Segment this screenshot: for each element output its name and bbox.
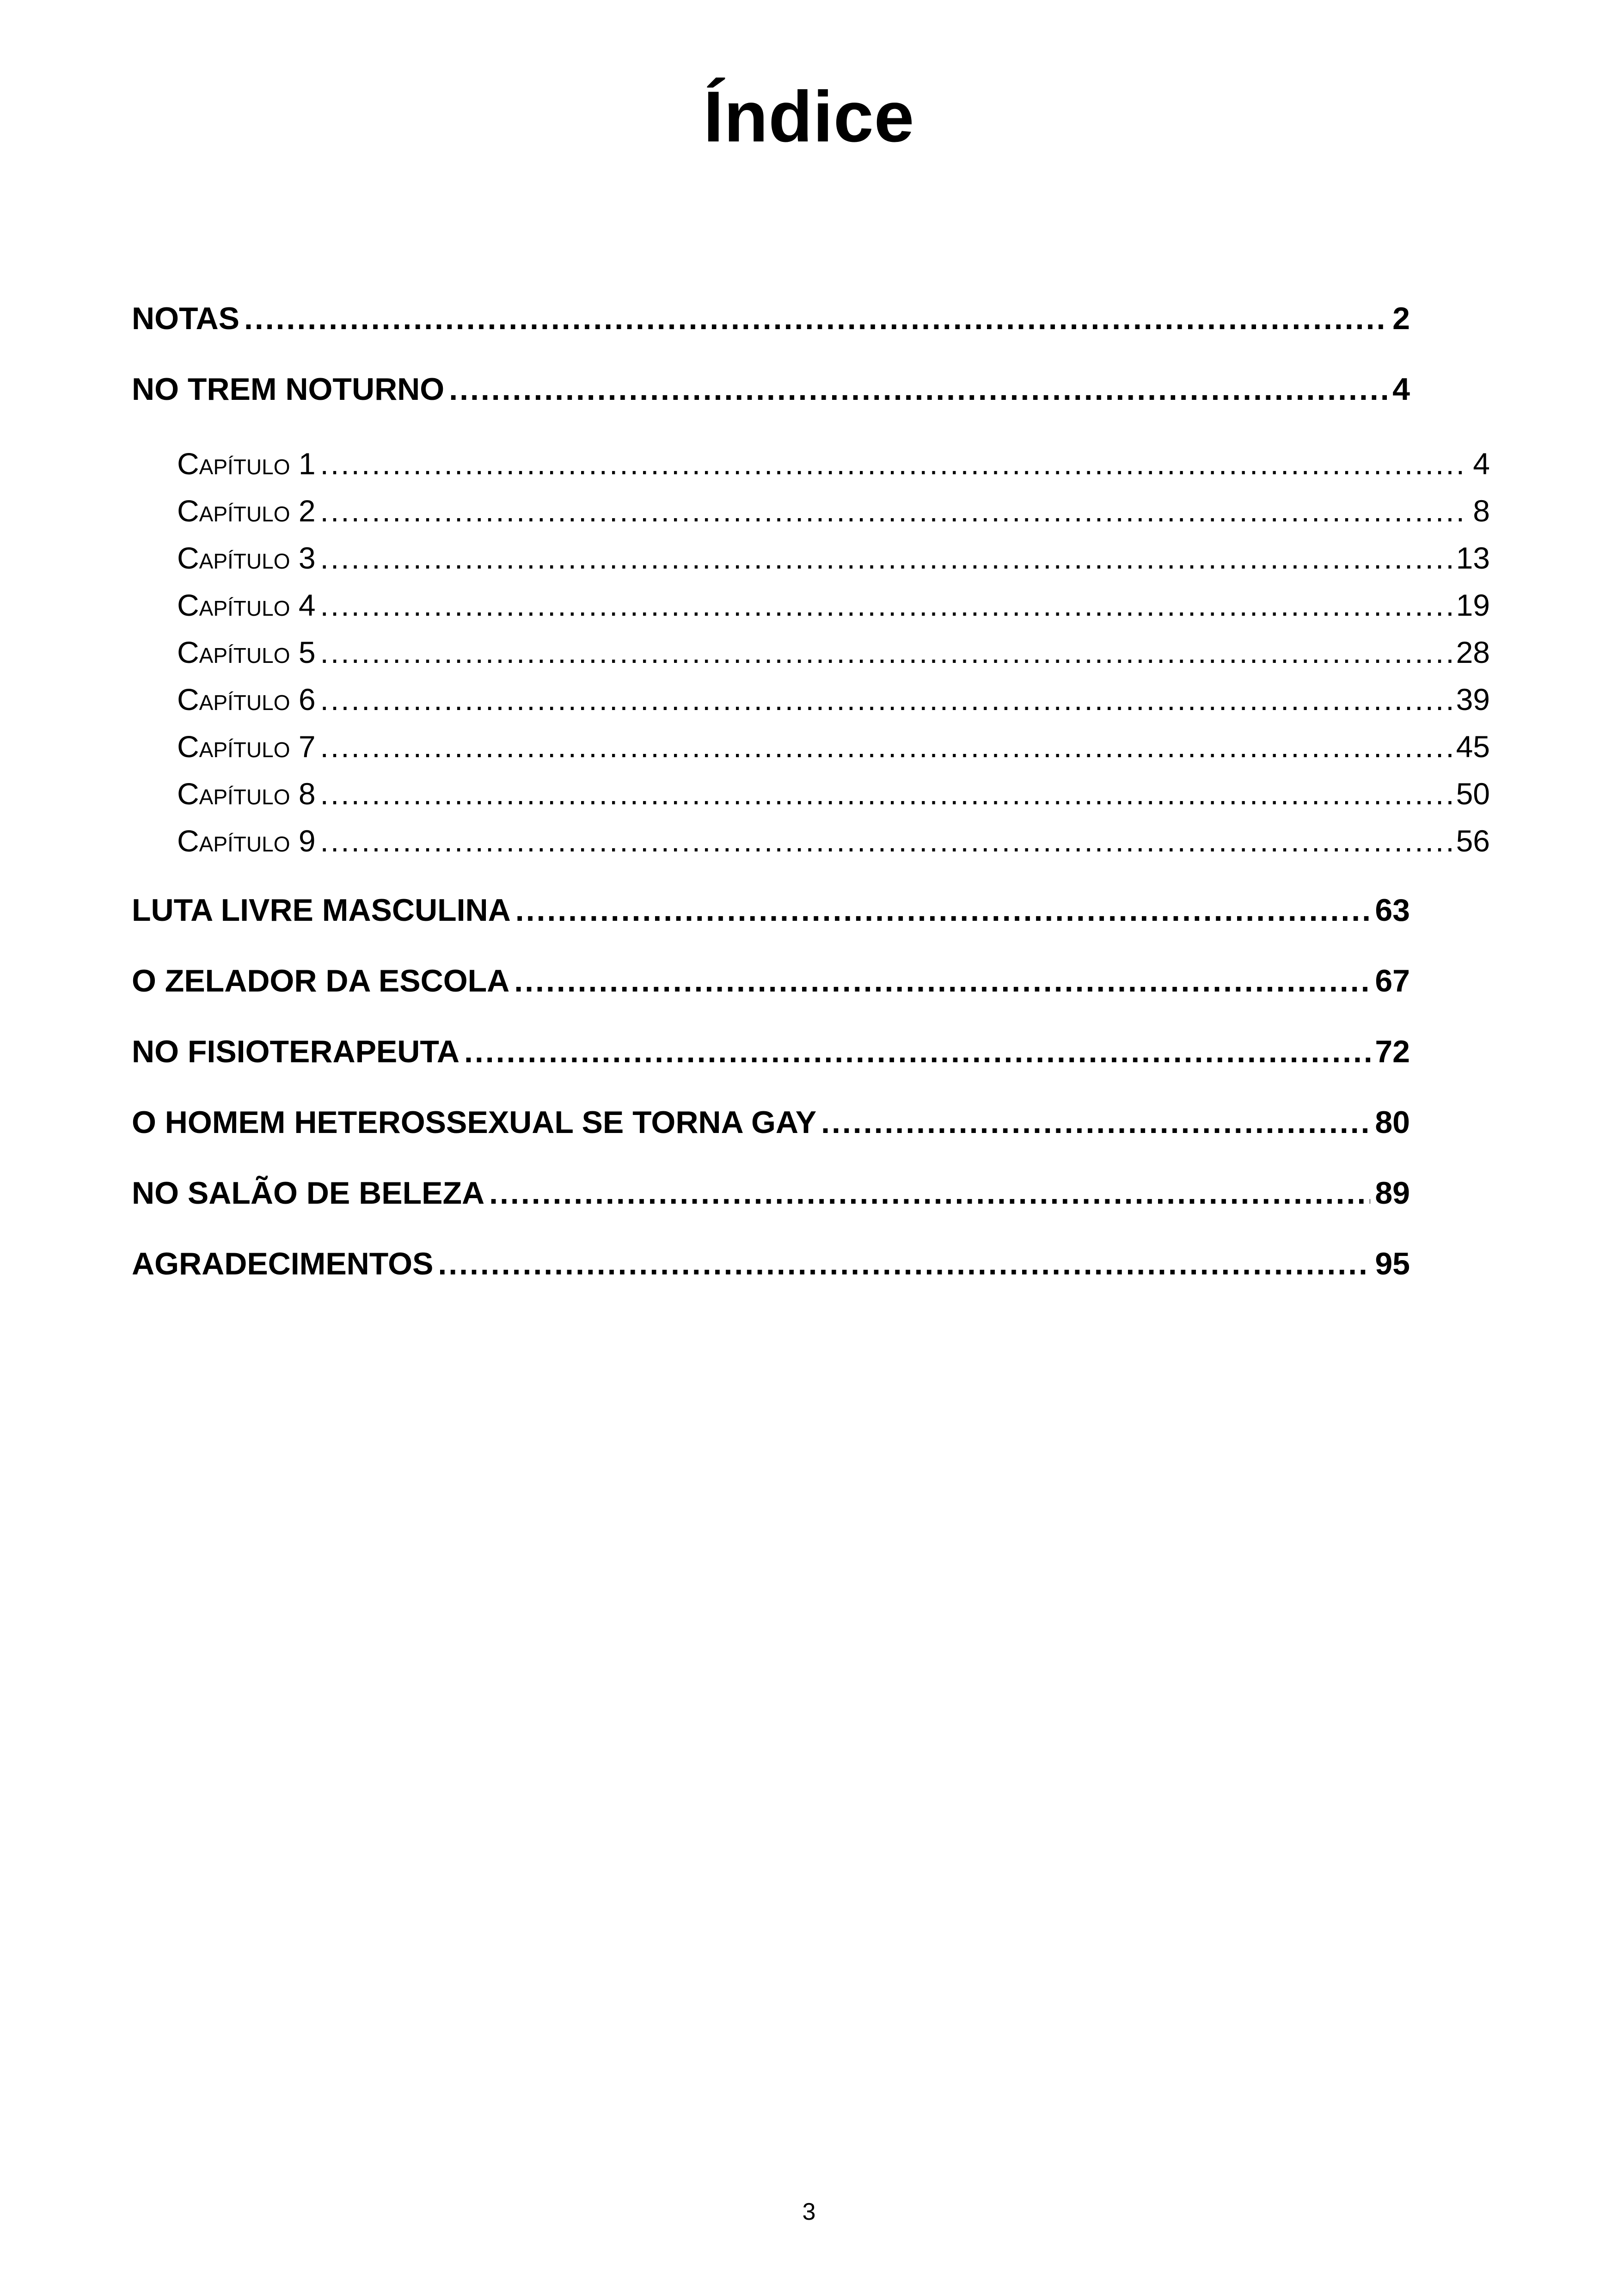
toc-entry-notas[interactable] [132, 300, 1410, 337]
dot-leader [320, 823, 1452, 858]
toc-entry-o-homem-heterossexual[interactable] [132, 1104, 1410, 1140]
toc-entry-label: Capítulo 6 [177, 682, 316, 716]
toc-entry-page: 80 [1375, 1105, 1410, 1140]
toc-entry-label: LUTA LIVRE MASCULINA [132, 893, 511, 928]
dot-leader [244, 300, 1388, 337]
dot-leader [489, 1175, 1370, 1211]
toc-entry-capitulo-7[interactable] [177, 729, 1490, 764]
dot-leader [320, 588, 1452, 623]
dot-leader [821, 1104, 1370, 1140]
toc-entry-label: Capítulo 1 [177, 447, 316, 481]
toc-entry-label: Capítulo 2 [177, 494, 316, 528]
toc-entry-page: 45 [1456, 729, 1490, 764]
toc-entry-label: Capítulo 3 [177, 541, 316, 575]
toc-entry-label: O ZELADOR DA ESCOLA [132, 963, 510, 998]
dot-leader [320, 729, 1452, 764]
dot-leader [320, 446, 1469, 481]
toc-entry-label: NO TREM NOTURNO [132, 372, 445, 407]
toc-entry-no-trem-noturno[interactable] [132, 371, 1410, 407]
toc-entry-page: 63 [1375, 893, 1410, 928]
dot-leader [320, 540, 1452, 576]
toc-entry-luta-livre-masculina[interactable] [132, 892, 1410, 928]
dot-leader [320, 493, 1469, 528]
toc-entry-label: NOTAS [132, 301, 239, 336]
toc-entry-label: Capítulo 7 [177, 729, 316, 764]
dot-leader [320, 635, 1452, 670]
toc-entry-page: 13 [1456, 541, 1490, 575]
toc-entry-capitulo-3[interactable] [177, 540, 1490, 576]
toc-entry-no-salao-de-beleza[interactable] [132, 1175, 1410, 1211]
toc-entry-capitulo-4[interactable] [177, 588, 1490, 623]
toc-entry-page: 72 [1375, 1034, 1410, 1069]
toc-entry-agradecimentos[interactable] [132, 1246, 1410, 1282]
dot-leader [515, 892, 1371, 928]
toc-entry-label: AGRADECIMENTOS [132, 1246, 434, 1281]
toc-entry-page: 95 [1375, 1246, 1410, 1281]
toc-entry-page: 28 [1456, 635, 1490, 669]
toc-entry-capitulo-1[interactable] [177, 446, 1490, 481]
toc-entry-label: NO SALÃO DE BELEZA [132, 1176, 485, 1211]
toc-entry-page: 19 [1456, 588, 1490, 622]
toc-entry-capitulo-5[interactable] [177, 635, 1490, 670]
toc-entry-label: O HOMEM HETEROSSEXUAL SE TORNA GAY [132, 1105, 817, 1140]
toc-entry-label: Capítulo 9 [177, 824, 316, 858]
page-title: Índice [703, 77, 915, 157]
toc-entry-capitulo-6[interactable] [177, 682, 1490, 717]
toc-entry-page: 8 [1473, 494, 1490, 528]
toc-entry-page: 67 [1375, 963, 1410, 998]
toc-entry-label: NO FISIOTERAPEUTA [132, 1034, 460, 1069]
dot-leader [320, 682, 1452, 717]
page-number: 3 [802, 2198, 816, 2225]
toc-entry-no-fisioterapeuta[interactable] [132, 1034, 1410, 1070]
dot-leader [464, 1034, 1370, 1070]
toc-entry-page: 56 [1456, 824, 1490, 858]
toc-entry-capitulo-8[interactable] [177, 776, 1490, 811]
toc-entry-label: Capítulo 4 [177, 588, 316, 622]
toc-entry-page: 89 [1375, 1176, 1410, 1211]
toc-entry-label: Capítulo 5 [177, 635, 316, 669]
toc-entry-capitulo-9[interactable] [177, 823, 1490, 858]
dot-leader [320, 776, 1452, 811]
toc-entry-capitulo-2[interactable] [177, 493, 1490, 528]
toc-entry-page: 4 [1392, 372, 1410, 407]
toc-entry-page: 39 [1456, 682, 1490, 716]
toc-entry-label: Capítulo 8 [177, 777, 316, 811]
dot-leader [514, 963, 1370, 999]
toc-entry-page: 4 [1473, 447, 1490, 481]
toc-entry-o-zelador-da-escola[interactable] [132, 963, 1410, 999]
toc-entry-page: 2 [1392, 301, 1410, 336]
toc-entry-page: 50 [1456, 777, 1490, 811]
dot-leader [449, 371, 1388, 407]
dot-leader [438, 1246, 1370, 1282]
